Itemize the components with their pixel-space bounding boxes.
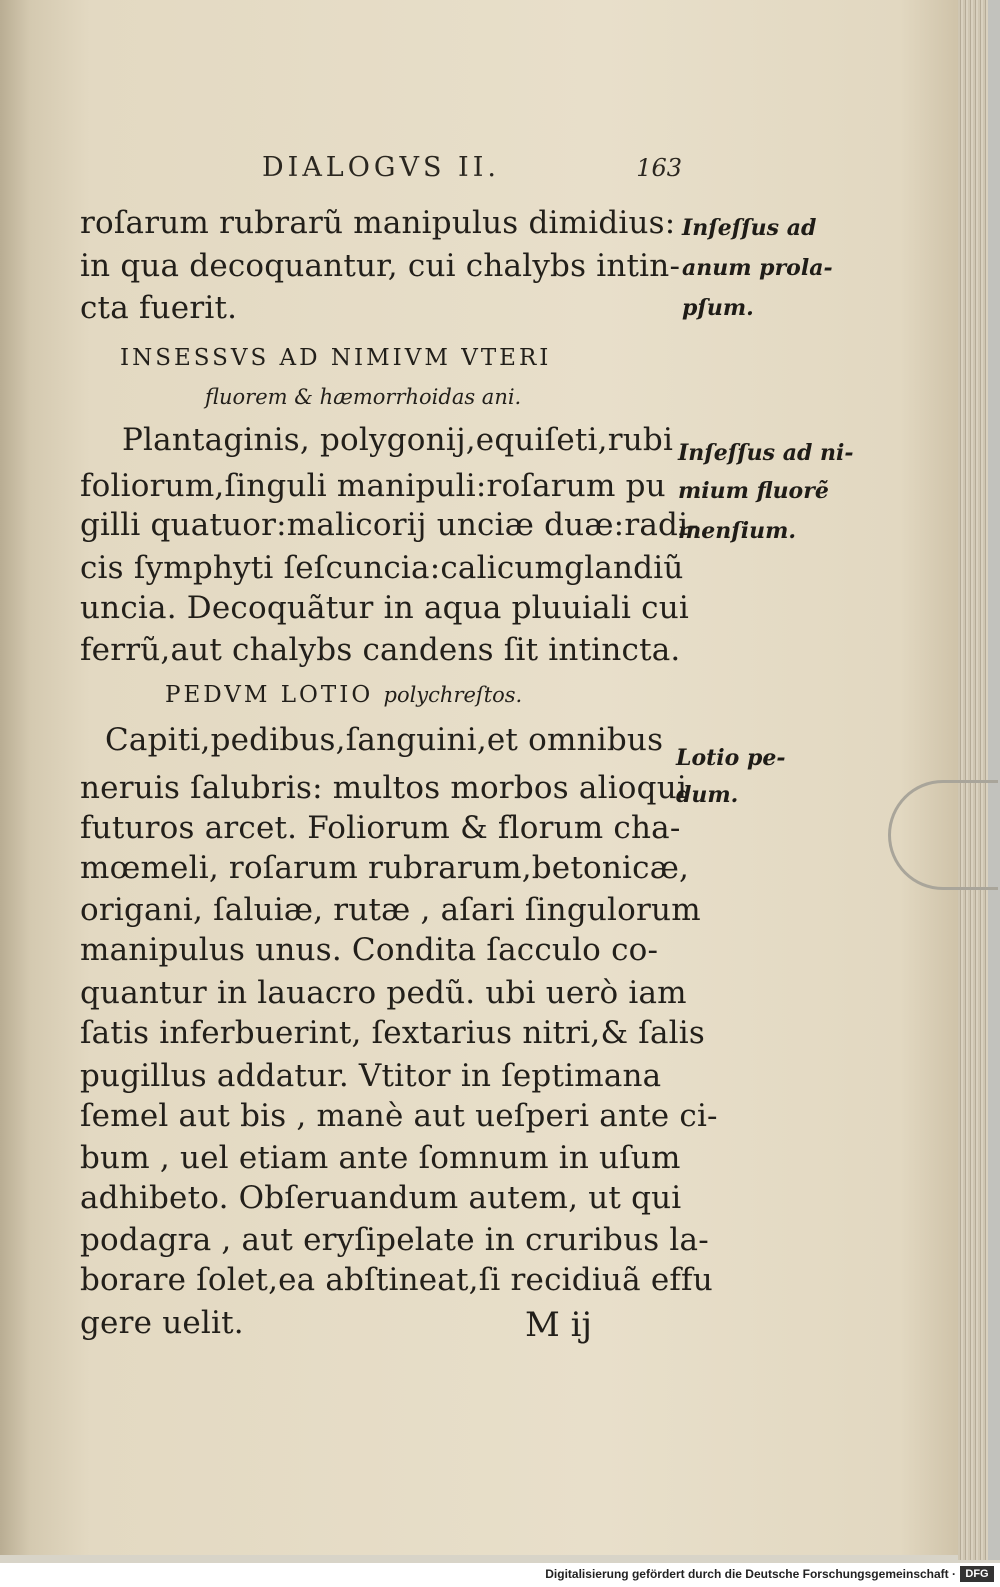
margin-note: anum prola-	[682, 255, 833, 281]
text-line: pugillus addatur. Vtitor in ſeptimana	[80, 1058, 662, 1094]
text-line: neruis ſalubris: multos morbos alioqui	[80, 770, 687, 806]
signature-mark: M ij	[525, 1305, 593, 1345]
margin-note: pſum.	[682, 295, 754, 321]
margin-note: mium fluorẽ	[678, 478, 829, 504]
text-line: uncia. Decoquãtur in aqua pluuiali cui	[80, 590, 689, 626]
text-line: in qua decoquantur, cui chalybs intin-	[80, 248, 681, 284]
margin-note: Inſeſſus ad ni-	[678, 440, 854, 466]
margin-note: Inſeſſus ad	[682, 215, 817, 241]
section-heading: INSESSVS AD NIMIVM VTERI	[120, 345, 552, 371]
text-line: ferrũ,aut chalybs candens ſit intincta.	[80, 632, 681, 668]
text-line: futuros arcet. Foliorum & florum cha-	[80, 810, 681, 846]
running-head: DIALOGVS II.	[262, 152, 500, 183]
page-clip	[888, 780, 998, 890]
heading-roman: PEDVM LOTIO	[165, 682, 374, 708]
text-line: gere uelit.	[80, 1305, 244, 1341]
section-heading	[165, 682, 522, 708]
margin-note: Lotio pe-	[676, 745, 786, 771]
text-line: Plantaginis, polygonij,equiſeti,rubi	[122, 422, 674, 458]
text-line: quantur in lauacro pedũ. ubi uerò iam	[80, 975, 687, 1011]
text-line: Capiti,pedibus,ſanguini,et omnibus	[105, 722, 664, 758]
text-line: origani, ſaluiæ, rutæ , aſari ſingulorum	[80, 892, 701, 928]
text-line: gilli quatuor:malicorij unciæ duæ:radi-	[80, 507, 699, 543]
heading-italic: polychreſtos.	[383, 683, 523, 707]
text-line: cis ſymphyti ſeſcuncia:calicumglandiũ	[80, 550, 684, 586]
text-line: roſarum rubrarũ manipulus dimidius:	[80, 205, 676, 241]
text-line: podagra , aut eryſipelate in cruribus la-	[80, 1222, 709, 1258]
text-line: foliorum,ſinguli manipuli:roſarum pu	[80, 468, 666, 504]
funding-credit: Digitalisierung gefördert durch die Deutsche Forschungsgemeinschaft ·	[545, 1567, 956, 1581]
text-line: ſemel aut bis , manè aut ueſperi ante ci-	[80, 1098, 718, 1134]
margin-note: menſium.	[678, 518, 797, 544]
margin-note: dum.	[676, 782, 739, 808]
text-line: mœmeli, roſarum rubrarum,betonicæ,	[80, 850, 690, 886]
text-line: bum , uel etiam ante ſomnum in uſum	[80, 1140, 681, 1176]
page-header	[262, 152, 682, 188]
section-subheading: fluorem & hæmorrhoidas ani.	[205, 385, 522, 409]
text-line: manipulus unus. Condita ſacculo co-	[80, 932, 659, 968]
text-line: adhibeto. Obſeruandum autem, ut qui	[80, 1180, 682, 1216]
text-line: borare ſolet,ea abſtineat,ſi recidiuã effu	[80, 1262, 713, 1298]
text-line: ſatis inferbuerint, ſextarius nitri,& ſalis	[80, 1015, 705, 1051]
dfg-logo: DFG	[960, 1566, 994, 1582]
text-line: cta fuerit.	[80, 290, 238, 326]
folio-number: 163	[636, 154, 682, 182]
